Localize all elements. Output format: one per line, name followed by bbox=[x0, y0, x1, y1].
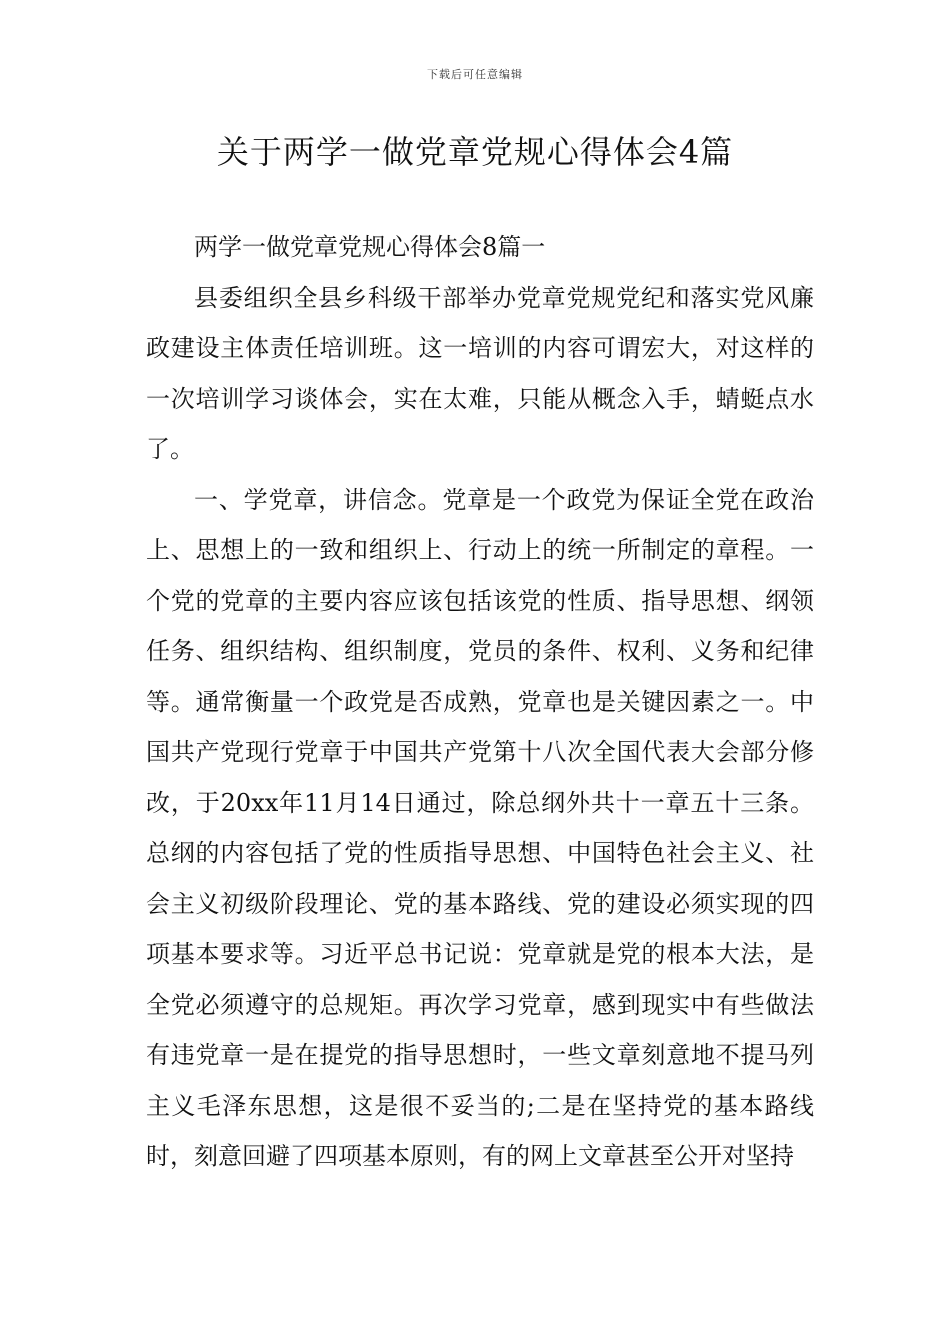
paragraph: 一、学党章，讲信念。党章是一个政党为保证全党在政治上、思想上的一致和组织上、行动上的统一所制定的章程。一个党的党章的主要内容应该包括该党的性质、指导思想、纲领任务、组织结构、组织制度，党员的条件、权利、义务和纪律等。通常衡量一个政党是否成熟，党章也是关键因素之一。中国共产党现行党章于中国共产党第十八次全国代表大会部分修改，于20xx年11月14日通过，除总纲外共十一章五十三条。总纲的内容包括了党的性质指导思想、中国特色社会主义、社会主义初级阶段理论、党的基本路线、党的建设必须实现的四项基本要求等。习近平总书记说：党章就是党的根本大法，是全党必须遵守的总规矩。再次学习党章，感到现实中有些做法有违党章一是在提党的指导思想时，一些文章刻意地不提马列主义毛泽东思想，这是很不妥当的;二是在坚持党的基本路线时，刻意回避了四项基本原则，有的网上文章甚至公开对坚持 bbox=[146, 485, 814, 1170]
document-title: 关于两学一做党章党规心得体会4篇 bbox=[216, 133, 734, 171]
paragraph: 县委组织全县乡科级干部举办党章党规党纪和落实党风廉政建设主体责任培训班。这一培训的内容可谓宏大，对这样的一次培训学习谈体会，实在太难，只能从概念入手，蜻蜓点水了。 bbox=[146, 283, 814, 463]
document-body bbox=[146, 222, 814, 1182]
header-note: 下载后可任意编辑 bbox=[427, 68, 523, 81]
document-subtitle: 两学一做党章党规心得体会8篇一 bbox=[194, 233, 546, 261]
